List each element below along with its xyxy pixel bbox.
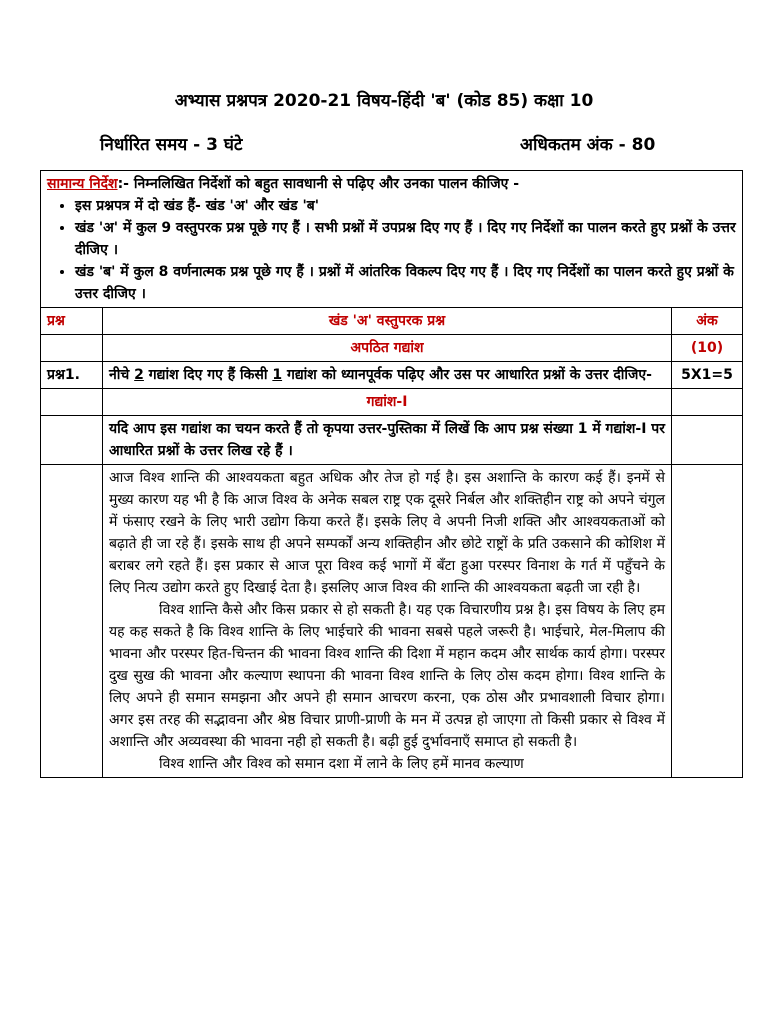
passage-paragraph: विश्व शान्ति और विश्व को समान दशा में लाने के लिए हमें मानव कल्याण: [159, 756, 524, 772]
empty-cell: [41, 416, 103, 465]
q1-text-b: गद्यांश दिए गए हैं किसी: [143, 367, 273, 383]
instructions-heading: [47, 173, 736, 195]
empty-cell: [41, 335, 103, 362]
instructions-label: सामान्य निर्देश: [47, 176, 118, 192]
question-table: [40, 170, 743, 778]
passage-heading-row: [41, 389, 743, 416]
passage-row: [41, 465, 743, 778]
empty-cell: [41, 389, 103, 416]
instruction-item: • इस प्रश्नपत्र में दो खंड हैं- खंड 'अ' और खंड 'ब': [75, 195, 736, 217]
empty-cell: [41, 465, 103, 778]
instructions-list: [47, 195, 736, 305]
instruction-item: • खंड 'ब' में कुल 8 वर्णनात्मक प्रश्न पूछे गए हैं । प्रश्नों में आंतरिक विकल्प दिए गए हैं । दिए गए निर्देशों का पालन करते हुए प्रश्नों के उत्तर दीजिए ।: [75, 261, 736, 305]
empty-cell: [672, 389, 743, 416]
q1-count-b: 1: [272, 367, 283, 383]
instructions-intro: :- निम्नलिखित निर्देशों को बहुत सावधानी से पढ़िए और उनका पालन कीजिए -: [117, 176, 520, 192]
unseen-heading: अपठित गद्यांश: [103, 335, 672, 362]
time-allowed: निर्धारित समय - 3 घंटे: [100, 135, 243, 155]
passage-note: यदि आप इस गद्यांश का चयन करते हैं तो कृपया उत्तर-पुस्तिका में लिखें कि आप प्रश्न संख्या 1 में गद्यांश-I पर आधारित प्रश्नों के उत्तर लिख रहे हैं ।: [103, 416, 672, 465]
question-1-row: [41, 362, 743, 389]
passage-body: [103, 465, 672, 778]
passage-paragraph: विश्व शान्ति कैसे और किस प्रकार से हो सकती है। यह एक विचारणीय प्रश्न है। इस विषय के लिए हम यह कह सकते है कि विश्व शान्ति के लिए भाईचारे की भावना सबसे पहले जरूरी है। भाईचारे, मेल-मिलाप की भावना और परस्पर हित-चिन्तन की भावना विश्व शान्ति की दिशा में महान कदम और सार्थक कार्य होगा। परस्पर दुख सुख की भावना और कल्याण स्थापना की भावना विश्व शान्ति के लिए ठोस कदम होगा। विश्व शान्ति के लिए अपने ही समान समझना और अपने ही समान आचरण करना, एक ठोस और प्रभावशाली विचार होगा। अगर इस तरह की सद्भावना और श्रेष्ठ विचार प्राणी-प्राणी के मन में उत्पन्न हो जाएगा तो किसी प्रकार से विश्व में अशान्ति और अव्यवस्था की भावना नही हो सकती है। बढ़ी हुई दुर्भावनाएँ समाप्त हो सकती है।: [109, 602, 665, 750]
table-header-row: [41, 308, 743, 335]
q1-text-a: नीचे: [109, 367, 135, 383]
unseen-marks: (10): [672, 335, 743, 362]
unseen-heading-row: [41, 335, 743, 362]
question-1-text: [103, 362, 672, 389]
max-marks: अधिकतम अंक - 80: [520, 135, 656, 155]
question-1-number: प्रश्न1.: [41, 362, 103, 389]
instruction-item: • खंड 'अ' में कुल 9 वस्तुपरक प्रश्न पूछे गए हैं । सभी प्रश्नों में उपप्रश्न दिए गए हैं । दिए गए निर्देशों का पालन करते हुए प्रश्नों के उत्तर दीजिए ।: [75, 217, 736, 261]
col-section-header: खंड 'अ' वस्तुपरक प्रश्न: [103, 308, 672, 335]
passage-heading: गद्यांश-I: [103, 389, 672, 416]
empty-cell: [672, 416, 743, 465]
passage-paragraph: आज विश्व शान्ति की आश्वयकता बहुत अधिक और तेज हो गई है। इस अशान्ति के कारण कई हैं। इनमें से मुख्य कारण यह भी है कि आज विश्व के अनेक सबल राष्ट्र एक दूसरे निर्बल और शक्तिहीन राष्ट्र को अपने चंगुल में फंसाए रखने के लिए भारी उद्योग किया करते हैं। इसके लिए वे अपनी निजी शक्ति और आश्वयकताओं को बढ़ाते ही जा रहे हैं। इसके साथ ही अपने सम्पर्कों अन्य शक्तिहीन और छोटे राष्ट्रों के प्रति उकसाने की कोशिश में बराबर लगे रहते हैं। इस प्रकार से आज पूरा विश्व कई भागों में बँटा हुआ परस्पर विनाश के गर्त में पहुँचने के लिए नित्य उद्योग करते हुए दिखाई देता है। इसलिए आज विश्व की शान्ति की आश्वयकता बढ़ती जा रही है।: [109, 470, 665, 596]
empty-cell: [672, 465, 743, 778]
q1-count-a: 2: [134, 367, 144, 383]
col-marks-header: अंक: [672, 308, 743, 335]
instructions-row: [41, 171, 743, 308]
passage-note-row: [41, 416, 743, 465]
page-title: अभ्यास प्रश्नपत्र 2020-21 विषय-हिंदी 'ब' (कोड 85) कक्षा 10: [174, 91, 594, 111]
instructions-cell: [41, 171, 743, 308]
question-1-marks: 5X1=5: [672, 362, 743, 389]
col-question-header: प्रश्न: [41, 308, 103, 335]
q1-text-c: गद्यांश को ध्यानपूर्वक पढ़िए और उस पर आधारित प्रश्नों के उत्तर दीजिए-: [282, 367, 652, 383]
